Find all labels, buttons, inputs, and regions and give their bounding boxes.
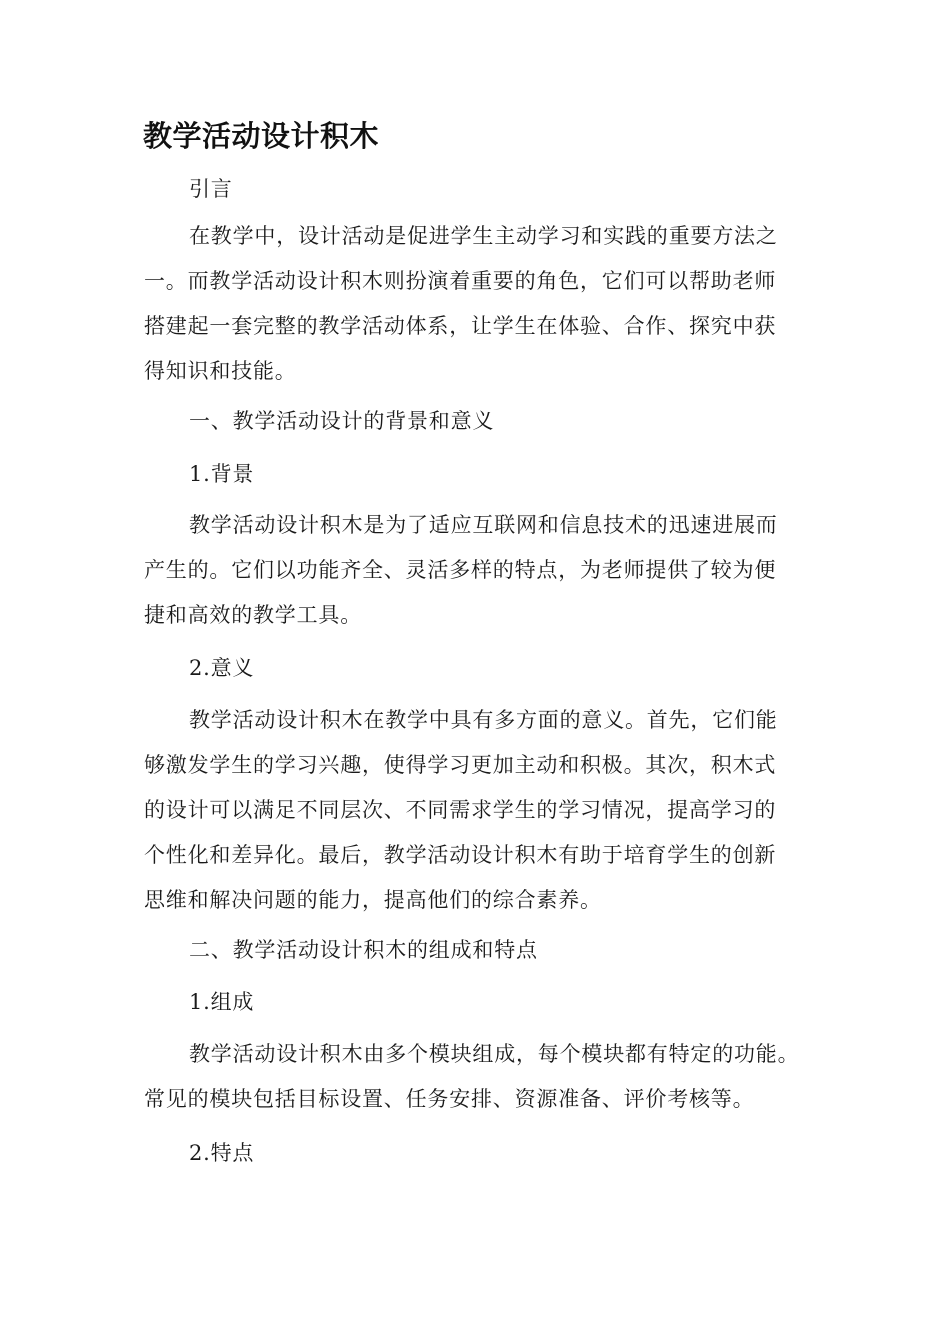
paragraph-line: 一。而教学活动设计积木则扮演着重要的角色，它们可以帮助老师 (144, 269, 777, 293)
subsection-heading-significance: 2.意义 (189, 656, 255, 680)
paragraph-line: 产生的。它们以功能齐全、灵活多样的特点，为老师提供了较为便 (144, 558, 777, 582)
paragraph-line: 的设计可以满足不同层次、不同需求学生的学习情况，提高学习的 (144, 798, 777, 822)
paragraph-line: 在教学中，设计活动是促进学生主动学习和实践的重要方法之 (189, 224, 778, 248)
background-paragraph (144, 503, 778, 638)
subsection-heading-features: 2.特点 (189, 1141, 255, 1165)
intro-paragraph (144, 214, 778, 394)
paragraph-line: 搭建起一套完整的教学活动体系，让学生在体验、合作、探究中获 (144, 314, 777, 338)
section-heading-1: 一、教学活动设计的背景和意义 (189, 409, 495, 433)
paragraph-line: 个性化和差异化。最后，教学活动设计积木有助于培育学生的创新 (144, 843, 777, 867)
paragraph-line: 捷和高效的教学工具。 (144, 603, 362, 627)
paragraph-line: 教学活动设计积木在教学中具有多方面的意义。首先，它们能 (189, 708, 778, 732)
significance-paragraph (144, 698, 778, 923)
paragraph-line: 教学活动设计积木是为了适应互联网和信息技术的迅速进展而 (189, 513, 778, 537)
paragraph-line: 够激发学生的学习兴趣，使得学习更加主动和积极。其次，积木式 (144, 753, 777, 777)
paragraph-line: 常见的模块包括目标设置、任务安排、资源准备、评价考核等。 (144, 1087, 755, 1111)
paragraph-line: 教学活动设计积木由多个模块组成，每个模块都有特定的功能。 (189, 1042, 800, 1066)
subsection-heading-background: 1.背景 (189, 462, 255, 486)
section-heading-2: 二、教学活动设计积木的组成和特点 (189, 938, 538, 962)
composition-paragraph (144, 1032, 799, 1122)
document-title: 教学活动设计积木 (143, 119, 380, 153)
paragraph-line: 得知识和技能。 (144, 359, 297, 383)
paragraph-line: 思维和解决问题的能力，提高他们的综合素养。 (144, 888, 602, 912)
subsection-heading-composition: 1.组成 (189, 990, 255, 1014)
intro-heading: 引言 (189, 177, 233, 201)
